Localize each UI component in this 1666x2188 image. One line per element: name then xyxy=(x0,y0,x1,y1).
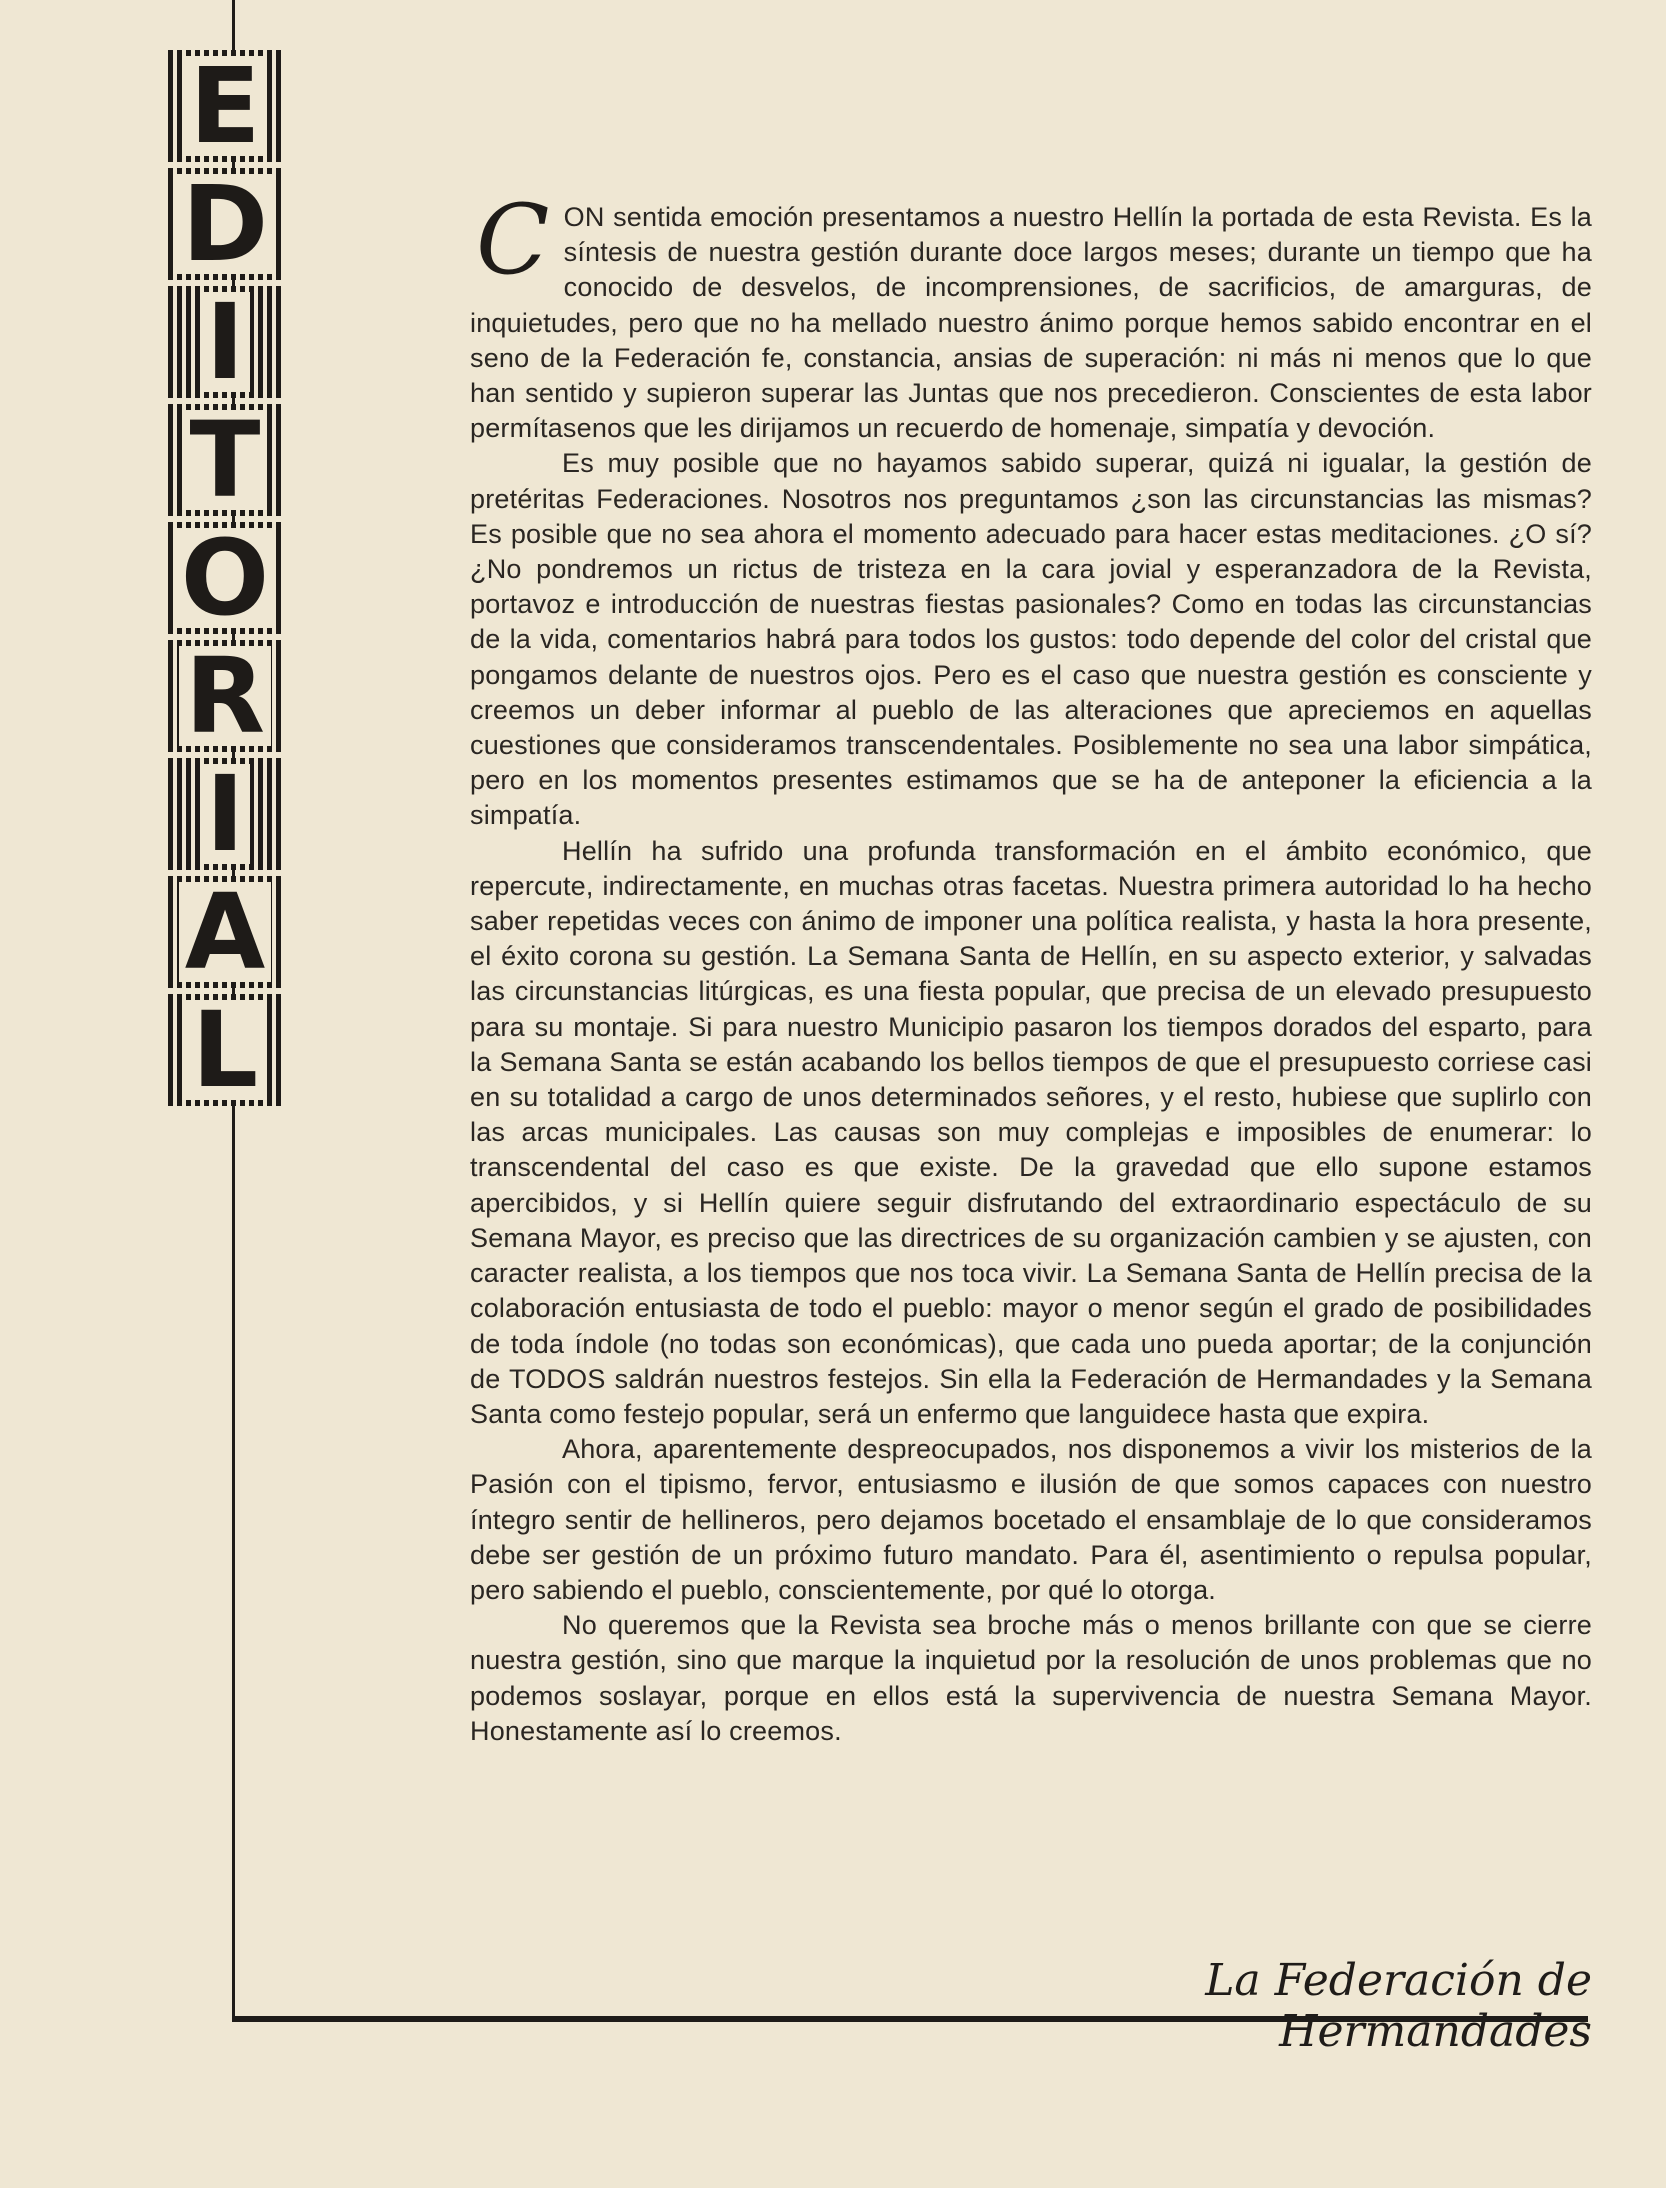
banner-letter: I xyxy=(200,764,251,864)
banner-letter: L xyxy=(186,1000,264,1100)
article-paragraph: Es muy posible que no hayamos sabido superar, quizá ni igualar, la gestión de pretéritas Federaciones. Nosotros nos preguntamos ¿son las circunstancias las mismas? Es posible que no sea ahora el momento adecuado para hacer estas meditaciones. ¿O sí? ¿No pondremos un rictus de tristeza en la cara jovial y esperanzadora de la Revista, portavoz e introducción de nuestras fiestas pasionales? Como en todas las circunstancias de la vida, comentarios habrá para todos los gustos: todo depende del color del cristal que pongamos delante de nuestros ojos. Pero es el caso que nuestra gestión es consciente y creemos un deber informar al pueblo de las alteraciones que apreciemos en aquellas cuestiones que consideramos transcendentales. Posiblemente no sea una labor simpática, pero en los momentos presentes estimamos que se ha de anteponer la eficiencia a la simpatía. xyxy=(470,448,1592,831)
banner-letter-block xyxy=(168,163,282,285)
banner-letter-block xyxy=(168,753,282,875)
article-paragraph: No queremos que la Revista sea broche más o menos brillante con que se cierre nuestra gestión, sino que marque la inquietud por la resolución de unos problemas que no podemos soslayar, porque en ellos está la supervivencia de nuestra Semana Mayor. Honestamente así lo creemos. xyxy=(470,1610,1592,1746)
banner-letter: D xyxy=(176,174,274,274)
banner-letter: A xyxy=(179,882,272,982)
paragraph-text: ON sentida emoción presentamos a nuestro Hellín la portada de esta Revista. Es la síntesis de nuestra gestión durante doce largos meses; durante un tiempo que ha conocido de desvelos, de incomprensiones, de sacrificios, de amarguras, de inquietudes, pero que no ha mellado nuestro ánimo porque hemos sabido encontrar en el seno de la Federación fe, constancia, ansias de superación: ni más ni menos que lo que han sentido y supieron superar las Juntas que nos precedieron. Conscientes de esta labor permítasenos que les dirijamos un recuerdo de homenaje, simpatía y devoción. xyxy=(470,202,1592,444)
signature: La Federación de Hermandades xyxy=(1205,1955,1592,2057)
banner-letter-block xyxy=(168,399,282,521)
article-paragraph: Ahora, aparentemente despreocupados, nos disponemos a vivir los misterios de la Pasión con el tipismo, fervor, entusiasmo e ilusión de que somos capaces con nuestro íntegro sentir de hellineros, pero dejamos bocetado el ensamblaje de lo que consideramos debe ser gestión de un próximo futuro mandato. Para él, asentimiento o repulsa popular, pero sabiendo el pueblo, conscientemente, por qué lo otorga. xyxy=(470,1434,1592,1605)
banner-letter: E xyxy=(183,56,266,156)
article-body xyxy=(470,184,1592,1749)
drop-cap: C xyxy=(476,184,550,296)
article-paragraph xyxy=(470,184,1592,446)
editorial-vertical-banner xyxy=(168,45,282,1112)
banner-letter: R xyxy=(179,646,271,746)
banner-letter: T xyxy=(184,410,267,510)
banner-letter-block xyxy=(168,635,282,757)
banner-letter: O xyxy=(175,528,275,628)
banner-letter-block xyxy=(168,989,282,1111)
banner-letter-block xyxy=(168,281,282,403)
banner-letter-block xyxy=(168,45,282,167)
banner-letter-block xyxy=(168,871,282,993)
banner-letter-block xyxy=(168,517,282,639)
banner-letter: I xyxy=(200,292,251,392)
article-paragraph: Hellín ha sufrido una profunda transformación en el ámbito económico, que repercute, indirectamente, en muchas otras facetas. Nuestra primera autoridad lo ha hecho saber repetidas veces con ánimo de imponer una política realista, y hasta la hora presente, el éxito corona su gestión. La Semana Santa de Hellín, en su aspecto exterior, y salvadas las circunstancias litúrgicas, es una fiesta popular, que precisa de un elevado presupuesto para su montaje. Si para nuestro Municipio pasaron los tiempos dorados del esparto, para la Semana Santa se están acabando los bellos tiempos de que el presupuesto corriese casi en su totalidad a cargo de unos determinados señores, y el resto, hubiese que suplirlo con las arcas municipales. Las causas son muy complejas e imposibles de enumerar: lo transcendental del caso es que existe. De la gravedad que ello supone estamos apercibidos, y si Hellín quiere seguir disfrutando del extraordinario espectáculo de su Semana Mayor, es preciso que las directrices de su organización cambien y se ajusten, con caracter realista, a los tiempos que nos toca vivir. La Semana Santa de Hellín precisa de la colaboración entusiasta de todo el pueblo: mayor o menor según el grado de posibilidades de toda índole (no todas son económicas), que cada uno pueda aportar; de la conjunción de TODOS saldrán nuestros festejos. Sin ella la Federación de Hermandades y la Semana Santa como festejo popular, será un enfermo que languidece hasta que expira. xyxy=(470,835,1592,1429)
